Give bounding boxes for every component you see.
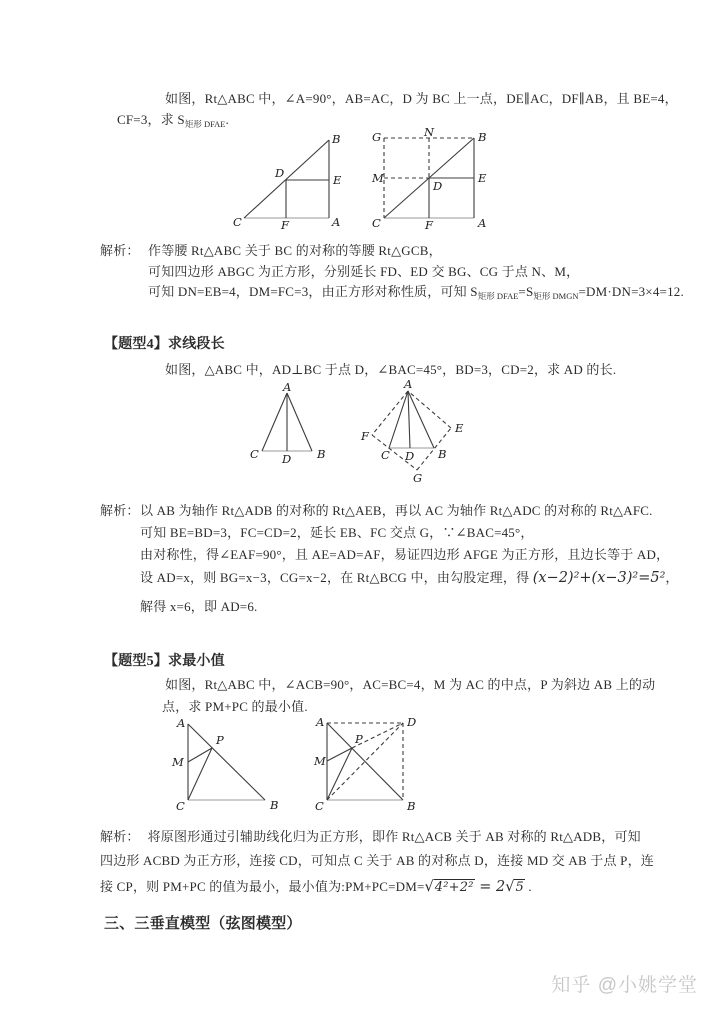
diagram-line xyxy=(287,393,312,451)
zhihu-watermark: 知乎 @小姚学堂 xyxy=(551,975,698,996)
vertex-label: C xyxy=(381,448,390,462)
vertex-label: E xyxy=(333,173,342,187)
vertex-label: A xyxy=(478,216,487,230)
analysis4-label: 解析： xyxy=(100,503,140,518)
area-subscript: 矩形 DFAE xyxy=(184,119,226,129)
area-subscript: 矩形 DFAE xyxy=(477,291,519,301)
diagram-square-acbd xyxy=(313,709,438,817)
vertex-label: N xyxy=(424,125,435,139)
analysis5-line2: 四边形 ACBD 为正方形，连接 CD，可知点 C 关于 AB 的对称点 D，连接 MD 交 AB 于点 P，连 xyxy=(100,853,654,868)
vertex-label: P xyxy=(216,733,224,747)
analysis4-line4-text: 设 AD=x，则 BG=x−3，CG=x−2，在 Rt△BCG 中，由勾股定理，得 xyxy=(140,570,533,585)
analysis3-line3-text: 可知 DN=EB=4，DM=FC=3，由正方形对称性质，可知 S xyxy=(148,284,478,299)
sqrt-symbol: √ xyxy=(424,879,434,895)
problem3-line2-text: CF=3，求 S xyxy=(117,112,185,127)
vertex-label: P xyxy=(355,732,363,746)
vertex-label: B xyxy=(407,799,416,813)
analysis4-line4-end: ， xyxy=(665,570,679,585)
vertex-label: A xyxy=(332,215,341,229)
vertex-label: F xyxy=(425,218,433,232)
sqrt-symbol: √ xyxy=(505,879,515,895)
problem4-statement: 如图，△ABC 中，AD⊥BC 于点 D，∠BAC=45°，BD=3，CD=2，求 AD 的长. xyxy=(165,362,617,377)
vertex-label: C xyxy=(250,447,259,461)
analysis3-label: 解析： xyxy=(100,243,140,258)
diagram-square-abgc xyxy=(372,126,497,230)
analysis5-line1 xyxy=(100,826,641,845)
analysis5-line3 xyxy=(100,876,532,895)
vertex-label: A xyxy=(316,715,325,729)
vertex-label: B xyxy=(270,798,279,812)
analysis4-line3: 由对称性，得∠EAF=90°，且 AE=AD=AF，易证四边形 AFGE 为正方形，且边长等于 AD， xyxy=(140,547,670,562)
vertex-label: D xyxy=(405,449,415,463)
analysis5-line3-end: . xyxy=(524,879,532,894)
vertex-label: B xyxy=(332,132,341,146)
diagram-triangle-pmpc xyxy=(168,710,283,815)
vertex-label: A xyxy=(283,380,292,394)
diagram-line xyxy=(188,724,265,800)
analysis5-line3-text: 接 CP，则 PM+PC 的值为最小，最小值为:PM+PC=DM= xyxy=(100,879,425,894)
diagram-line xyxy=(262,393,287,451)
analysis3-line1: 作等腰 Rt△ABC 关于 BC 的对称的等腰 Rt△GCB， xyxy=(148,243,442,258)
diagram-triangle-rectangle-dfae xyxy=(232,128,347,232)
vertex-label: M xyxy=(314,754,326,768)
analysis4-line2: 可知 BE=BD=3，FC=CD=2，延长 EB、FC 交点 G，∵∠BAC=45°， xyxy=(140,525,534,540)
vertex-label: C xyxy=(233,215,242,229)
vertex-label: E xyxy=(478,171,487,185)
diagram-line xyxy=(408,391,410,448)
vertex-label: M xyxy=(172,755,184,769)
radicand: 4²+2² xyxy=(434,880,474,895)
vertex-label: B xyxy=(438,447,447,461)
section3-header: 三、三垂直模型（弦图模型） xyxy=(104,916,302,932)
diagram-triangle-square-afge xyxy=(343,377,478,488)
vertex-label: A xyxy=(177,716,186,730)
problem5-statement-line2: 点，求 PM+PC 的最小值. xyxy=(162,699,308,714)
vertex-label: G xyxy=(372,130,382,144)
analysis3-line3-mid: =S xyxy=(518,284,534,299)
diagram-line xyxy=(408,391,451,428)
analysis5-line1-text: 将原图形通过引辅助线化归为正方形，即作 Rt△ACB 关于 AB 对称的 Rt△ADB，可知 xyxy=(147,829,641,844)
vertex-label: M xyxy=(372,171,384,185)
vertex-label: B xyxy=(478,130,487,144)
diagram-line xyxy=(389,391,408,448)
problem5-statement-line1: 如图，Rt△ABC 中，∠ACB=90°，AC=BC=4，M 为 AC 的中点，P 为斜边 AB 上的动 xyxy=(165,677,656,692)
vertex-label: D xyxy=(282,452,292,466)
problem3-statement-line2 xyxy=(117,109,229,130)
analysis3-line3-end: =DM·DN=3×4=12. xyxy=(578,284,684,299)
analysis3-line2: 可知四边形 ABGC 为正方形，分别延长 FD、ED 交 BG、CG 于点 N、M， xyxy=(148,264,580,279)
analysis4-line1: 以 AB 为轴作 Rt△ADB 的对称的 Rt△AEB，再以 AC 为轴作 Rt△ADC 的对称的 Rt△AFC. xyxy=(140,503,653,518)
analysis4-line5: 解得 x=6，即 AD=6. xyxy=(140,599,258,614)
vertex-label: C xyxy=(315,799,324,813)
analysis3-line3 xyxy=(148,281,684,302)
pythagorean-equation: (x−2)²+(x−3)²=5² xyxy=(532,570,666,586)
diagram-line xyxy=(408,391,434,448)
topic5-header: 【题型5】求最小值 xyxy=(104,654,225,669)
diagram-line xyxy=(372,391,408,435)
vertex-label: B xyxy=(317,447,326,461)
problem3-statement-line1: 如图，Rt△ABC 中，∠A=90°，AB=AC，D 为 BC 上一点，DE∥AC，DF∥AB，且 BE=4， xyxy=(165,91,678,106)
topic4-header: 【题型4】求线段长 xyxy=(104,337,225,352)
vertex-label: D xyxy=(275,166,285,180)
area-subscript: 矩形 DMGN xyxy=(533,291,579,301)
radicand: 5 xyxy=(515,880,524,895)
vertex-label: G xyxy=(413,471,423,485)
vertex-label: D xyxy=(407,715,417,729)
analysis4-line4 xyxy=(140,567,679,586)
problem3-line2-end: . xyxy=(225,112,229,127)
diagram-triangle-altitude xyxy=(248,380,333,468)
diagram-line xyxy=(327,748,352,800)
vertex-label: F xyxy=(281,218,289,232)
vertex-label: D xyxy=(433,179,443,193)
vertex-label: C xyxy=(176,799,185,813)
vertex-label: F xyxy=(361,429,369,443)
diagram-line xyxy=(188,748,212,800)
diagram-line xyxy=(327,748,352,761)
analysis5-line3-mid: = 2 xyxy=(474,879,506,895)
vertex-label: C xyxy=(372,216,381,230)
vertex-label: E xyxy=(455,421,464,435)
vertex-label: A xyxy=(404,377,413,391)
analysis5-label: 解析： xyxy=(100,829,140,844)
